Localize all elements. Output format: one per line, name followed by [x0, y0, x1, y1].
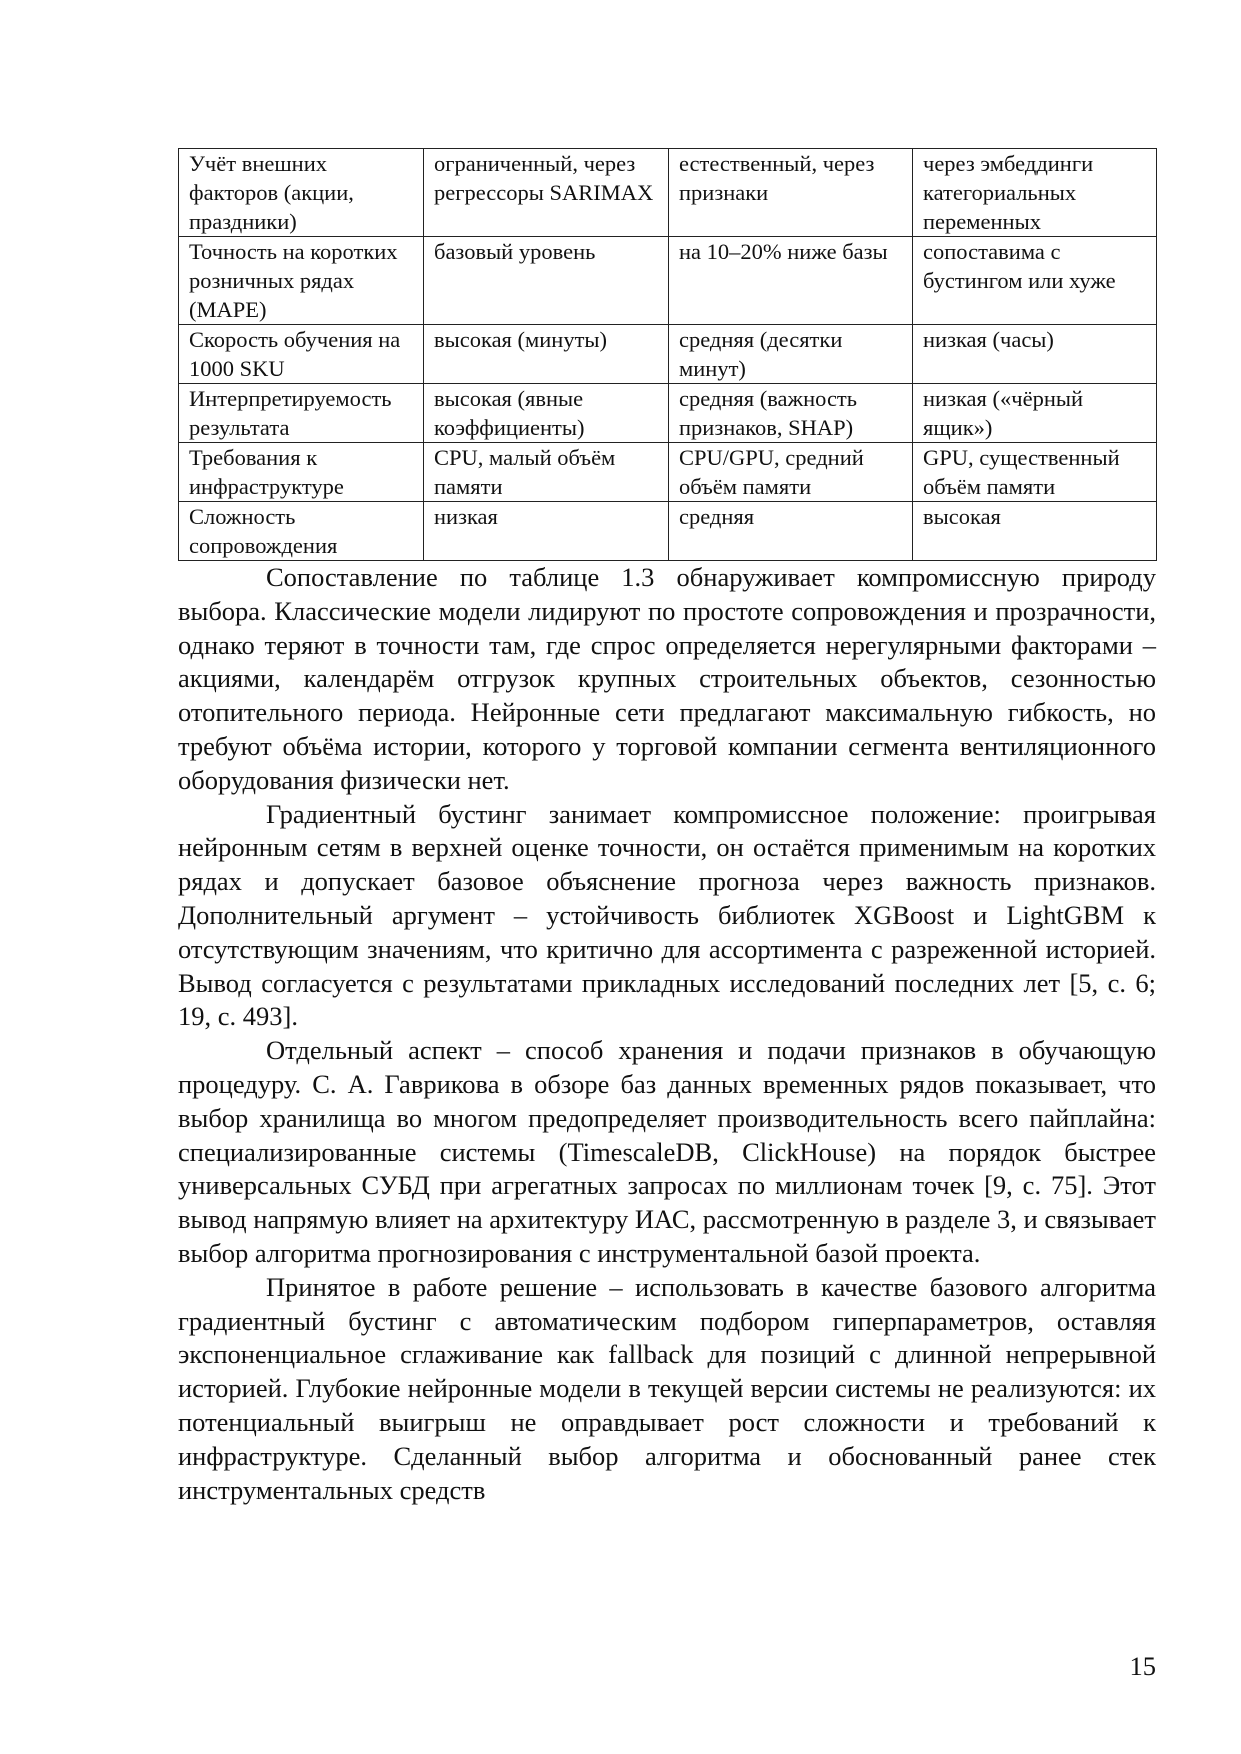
page-number: 15: [1129, 1651, 1156, 1681]
table-cell-criterion: Скорость обучения на 1000 SKU: [179, 325, 424, 384]
document-page: [178, 148, 1156, 1507]
table-cell: GPU, существенный объём памяти: [913, 443, 1157, 502]
table-row: [179, 443, 1157, 502]
table-cell: сопоставима с бустингом или хуже: [913, 237, 1157, 325]
table-cell-criterion: Учёт внешних факторов (акции, праздники): [179, 149, 424, 237]
table-cell: низкая (часы): [913, 325, 1157, 384]
table-cell: базовый уровень: [424, 237, 669, 325]
paragraph: Принятое в работе решение – использовать в качестве базового алгоритма градиентный бустинг с автоматическим подбором гиперпараметров, оставляя экспоненциальное сглаживание как fallback для позиций с длинной непрерывной историей. Глубокие нейронные модели в текущей версии системы не реализуются: их потенциальный выигрыш не оправдывает рост сложности и требований к инфраструктуре. Сделанный выбор алгоритма и обоснованный ранее стек инструментальных средств: [178, 1271, 1156, 1505]
table-cell: CPU, малый объём памяти: [424, 443, 669, 502]
body-text: [178, 561, 1156, 1507]
table-cell: средняя (десятки минут): [669, 325, 913, 384]
table-cell: естественный, через признаки: [669, 149, 913, 237]
table-cell: высокая: [913, 502, 1157, 561]
table-cell: средняя (важность признаков, SHAP): [669, 384, 913, 443]
paragraph: Отдельный аспект – способ хранения и подачи признаков в обучающую процедуру. С. А. Гаврикова в обзоре баз данных временных рядов показывает, что выбор хранилища во многом предопределяет производительность всего пайплайна: специализированные системы (TimescaleDB, ClickHouse) на порядок быстрее универсальных СУБД при агрегатных запросах по миллионам точек [9, с. 75]. Этот вывод напрямую влияет на архитектуру ИАС, рассмотренную в разделе 3, и связывает выбор алгоритма прогнозирования с инструментальной базой проекта.: [178, 1035, 1156, 1268]
table-row: [179, 237, 1157, 325]
table-cell: средняя: [669, 502, 913, 561]
table-cell: через эмбеддинги категориальных переменных: [913, 149, 1157, 237]
table-cell: низкая: [424, 502, 669, 561]
table-row: [179, 502, 1157, 561]
table-cell-criterion: Требования к инфраструктуре: [179, 443, 424, 502]
table-row: [179, 149, 1157, 237]
paragraph: Сопоставление по таблице 1.3 обнаруживает компромиссную природу выбора. Классические модели лидируют по простоте сопровождения и прозрачности, однако теряют в точности там, где спрос определяется нерегулярными факторами – акциями, календарём отгрузок крупных строительных объектов, сезонностью отопительного периода. Нейронные сети предлагают максимальную гибкость, но требуют объёма истории, которого у торговой компании сегмента вентиляционного оборудования физически нет.: [178, 562, 1156, 795]
table-cell: высокая (явные коэффициенты): [424, 384, 669, 443]
table-cell: высокая (минуты): [424, 325, 669, 384]
table-cell-criterion: Точность на коротких розничных рядах (MAPE): [179, 237, 424, 325]
table-cell-criterion: Сложность сопровождения: [179, 502, 424, 561]
table-cell: на 10–20% ниже базы: [669, 237, 913, 325]
table-cell: CPU/GPU, средний объём памяти: [669, 443, 913, 502]
paragraph: Градиентный бустинг занимает компромиссное положение: проигрывая нейронным сетям в верхней оценке точности, он остаётся применимым на коротких рядах и допускает базовое объяснение прогноза через важность признаков. Дополнительный аргумент – устойчивость библиотек XGBoost и LightGBM к отсутствующим значениям, что критично для ассортимента с разреженной историей. Вывод согласуется с результатами прикладных исследований последних лет [5, с. 6; 19, с. 493].: [178, 798, 1156, 1032]
table-cell: ограниченный, через регрессоры SARIMAX: [424, 149, 669, 237]
comparison-table: [178, 148, 1157, 561]
table-cell: низкая («чёрный ящик»): [913, 384, 1157, 443]
table-row: [179, 384, 1157, 443]
table-cell-criterion: Интерпретируемость результата: [179, 384, 424, 443]
table-row: [179, 325, 1157, 384]
